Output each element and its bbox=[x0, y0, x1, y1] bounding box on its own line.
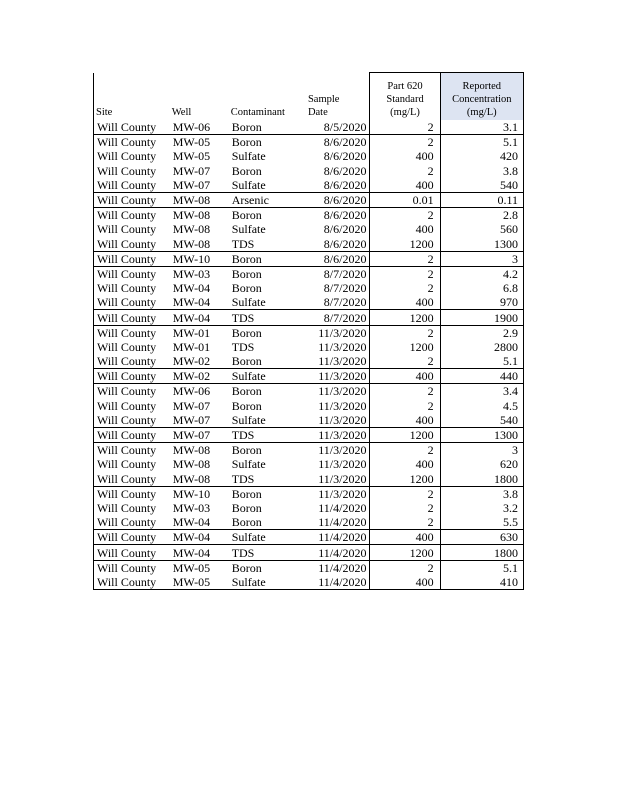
cell-sample-date: 11/4/2020 bbox=[306, 545, 370, 560]
cell-concentration: 6.8 bbox=[440, 281, 523, 295]
cell-standard: 400 bbox=[370, 575, 440, 590]
cell-sample-date: 11/3/2020 bbox=[306, 325, 370, 340]
cell-concentration: 1300 bbox=[440, 237, 523, 252]
cell-contaminant: Sulfate bbox=[229, 530, 306, 545]
cell-sample-date: 8/7/2020 bbox=[323, 295, 367, 310]
header-concentration bbox=[440, 73, 523, 121]
cell-standard: 1200 bbox=[370, 427, 440, 442]
cell-contaminant: Arsenic bbox=[229, 192, 306, 207]
cell-concentration: 620 bbox=[440, 457, 523, 471]
cell-sample-date: 8/7/2020 bbox=[323, 281, 367, 296]
cell-concentration: 3.4 bbox=[440, 384, 523, 399]
cell-standard: 2 bbox=[370, 399, 440, 413]
cell-contaminant: Boron bbox=[229, 560, 306, 575]
cell-contaminant: Boron bbox=[231, 163, 262, 178]
cell-well: MW-06 bbox=[170, 384, 229, 399]
cell-contaminant: TDS bbox=[231, 236, 255, 251]
table-row bbox=[94, 340, 524, 354]
cell-sample-date: 11/3/2020 bbox=[318, 354, 367, 369]
cell-well: MW-03 bbox=[172, 500, 211, 515]
cell-sample-date: 11/3/2020 bbox=[306, 486, 370, 501]
cell-concentration: 1800 bbox=[440, 545, 523, 560]
cell-standard: 2 bbox=[370, 325, 440, 340]
table-row bbox=[94, 295, 524, 310]
cell-standard: 2 bbox=[370, 135, 440, 150]
cell-standard: 2 bbox=[370, 266, 440, 281]
cell-well: MW-07 bbox=[172, 177, 211, 192]
cell-well: MW-07 bbox=[172, 412, 211, 427]
cell-well: MW-02 bbox=[170, 369, 229, 384]
table-row bbox=[94, 545, 524, 560]
cell-site: Will County bbox=[94, 222, 170, 236]
cell-well: MW-08 bbox=[172, 457, 211, 472]
table-row bbox=[94, 120, 524, 135]
table-row bbox=[94, 413, 524, 428]
cell-contaminant: Sulfate bbox=[231, 412, 266, 427]
cell-well: MW-10 bbox=[170, 251, 229, 266]
cell-standard: 400 bbox=[370, 222, 440, 236]
cell-contaminant: TDS bbox=[231, 471, 255, 486]
cell-sample-date: 8/7/2020 bbox=[306, 310, 370, 325]
cell-contaminant: Boron bbox=[229, 384, 306, 399]
cell-sample-date: 11/3/2020 bbox=[318, 471, 367, 486]
cell-concentration: 630 bbox=[440, 530, 523, 545]
table-row bbox=[94, 310, 524, 325]
cell-concentration: 5.1 bbox=[440, 354, 523, 369]
cell-sample-date: 11/3/2020 bbox=[306, 443, 370, 458]
cell-site: Will County bbox=[94, 164, 170, 178]
cell-sample-date: 11/3/2020 bbox=[318, 339, 367, 354]
cell-well: MW-07 bbox=[172, 398, 211, 413]
cell-contaminant: Boron bbox=[229, 266, 306, 281]
cell-site: Will County bbox=[94, 575, 170, 590]
header-sample-date-line2: Date bbox=[307, 107, 328, 118]
header-concentration-line2: Concentration bbox=[452, 94, 512, 105]
table-row bbox=[94, 266, 524, 281]
cell-well: MW-05 bbox=[172, 149, 211, 164]
cell-site: Will County bbox=[94, 237, 170, 252]
cell-site: Will County bbox=[94, 178, 170, 193]
header-standard-line2: Standard bbox=[386, 94, 424, 105]
cell-contaminant: Sulfate bbox=[229, 369, 306, 384]
cell-site: Will County bbox=[94, 325, 170, 340]
cell-standard: 2 bbox=[370, 281, 440, 295]
cell-concentration: 3.2 bbox=[440, 501, 523, 515]
header-sample-date-line1: Sample bbox=[307, 94, 340, 105]
cell-site: Will County bbox=[94, 472, 170, 487]
cell-site: Will County bbox=[94, 354, 170, 369]
cell-sample-date: 8/6/2020 bbox=[323, 236, 367, 251]
cell-concentration: 1800 bbox=[440, 472, 523, 487]
cell-contaminant: TDS bbox=[229, 545, 306, 560]
table-row bbox=[94, 281, 524, 295]
cell-concentration: 2800 bbox=[440, 340, 523, 354]
cell-concentration: 410 bbox=[440, 575, 523, 590]
header-sample-date bbox=[306, 73, 370, 121]
cell-sample-date: 11/3/2020 bbox=[318, 398, 367, 413]
cell-standard: 1200 bbox=[370, 310, 440, 325]
cell-site: Will County bbox=[94, 560, 170, 575]
table-row bbox=[94, 222, 524, 236]
table-row bbox=[94, 399, 524, 413]
exceedance-table bbox=[93, 72, 524, 590]
table-row bbox=[94, 208, 524, 223]
header-well: Well bbox=[171, 107, 192, 118]
table-row bbox=[94, 135, 524, 150]
cell-contaminant: Sulfate bbox=[231, 222, 266, 237]
table-row bbox=[94, 427, 524, 442]
cell-site: Will County bbox=[94, 149, 170, 163]
cell-site: Will County bbox=[94, 281, 170, 295]
cell-contaminant: Boron bbox=[229, 135, 306, 150]
table-row bbox=[94, 384, 524, 399]
cell-standard: 2 bbox=[370, 208, 440, 223]
cell-well: MW-10 bbox=[170, 486, 229, 501]
cell-concentration: 0.11 bbox=[440, 192, 523, 207]
cell-concentration: 560 bbox=[440, 222, 523, 236]
header-concentration-line3: (mg/L) bbox=[466, 107, 497, 118]
cell-sample-date: 8/6/2020 bbox=[306, 135, 370, 150]
cell-sample-date: 8/5/2020 bbox=[323, 120, 367, 135]
cell-sample-date: 8/6/2020 bbox=[306, 208, 370, 223]
table-row bbox=[94, 325, 524, 340]
cell-site: Will County bbox=[94, 413, 170, 428]
cell-site: Will County bbox=[94, 457, 170, 471]
cell-standard: 2 bbox=[370, 443, 440, 458]
table-row bbox=[94, 530, 524, 545]
cell-concentration: 5.5 bbox=[440, 515, 523, 530]
header-site: Site bbox=[94, 73, 170, 121]
cell-contaminant: Sulfate bbox=[231, 295, 266, 310]
cell-concentration: 540 bbox=[440, 178, 523, 193]
cell-standard: 2 bbox=[370, 120, 440, 135]
cell-well: MW-04 bbox=[172, 295, 211, 310]
header-standard-line3: (mg/L) bbox=[390, 107, 420, 118]
cell-contaminant: Boron bbox=[231, 515, 262, 530]
cell-well: MW-05 bbox=[170, 135, 229, 150]
cell-sample-date: 11/3/2020 bbox=[318, 457, 367, 472]
cell-site: Will County bbox=[94, 545, 170, 560]
cell-contaminant: Boron bbox=[229, 251, 306, 266]
cell-well: MW-07 bbox=[170, 427, 229, 442]
cell-standard: 2 bbox=[370, 164, 440, 178]
cell-concentration: 540 bbox=[440, 413, 523, 428]
cell-contaminant: Sulfate bbox=[229, 575, 306, 590]
cell-standard: 400 bbox=[370, 413, 440, 428]
cell-site: Will County bbox=[94, 135, 170, 150]
cell-sample-date: 11/3/2020 bbox=[306, 427, 370, 442]
table-row bbox=[94, 501, 524, 515]
cell-concentration: 3 bbox=[440, 443, 523, 458]
cell-well: MW-03 bbox=[170, 266, 229, 281]
table-row bbox=[94, 192, 524, 207]
cell-standard: 1200 bbox=[370, 237, 440, 252]
cell-sample-date: 8/6/2020 bbox=[306, 251, 370, 266]
cell-sample-date: 8/6/2020 bbox=[323, 149, 367, 164]
cell-standard: 1200 bbox=[370, 472, 440, 487]
cell-sample-date: 8/6/2020 bbox=[323, 163, 367, 178]
cell-contaminant: Boron bbox=[231, 398, 262, 413]
cell-site: Will County bbox=[94, 310, 170, 325]
cell-contaminant: Sulfate bbox=[231, 177, 266, 192]
cell-well: MW-01 bbox=[172, 339, 211, 354]
cell-concentration: 5.1 bbox=[440, 560, 523, 575]
cell-standard: 2 bbox=[370, 560, 440, 575]
cell-concentration: 3 bbox=[440, 251, 523, 266]
cell-standard: 400 bbox=[370, 295, 440, 310]
cell-well: MW-07 bbox=[172, 163, 211, 178]
cell-contaminant: Boron bbox=[231, 120, 262, 135]
table-row bbox=[94, 149, 524, 163]
cell-well: MW-04 bbox=[170, 530, 229, 545]
cell-well: MW-08 bbox=[170, 208, 229, 223]
cell-contaminant: Boron bbox=[229, 208, 306, 223]
table-row bbox=[94, 164, 524, 178]
table-row bbox=[94, 457, 524, 471]
cell-standard: 2 bbox=[370, 501, 440, 515]
cell-contaminant: TDS bbox=[229, 310, 306, 325]
cell-sample-date: 11/4/2020 bbox=[306, 575, 370, 590]
table-row bbox=[94, 369, 524, 384]
table-row bbox=[94, 486, 524, 501]
cell-well: MW-08 bbox=[172, 471, 211, 486]
data-sheet bbox=[93, 72, 524, 590]
cell-concentration: 3.8 bbox=[440, 486, 523, 501]
cell-standard: 2 bbox=[370, 384, 440, 399]
cell-site: Will County bbox=[94, 340, 170, 354]
cell-well: MW-04 bbox=[172, 281, 211, 296]
table-row bbox=[94, 178, 524, 193]
cell-concentration: 4.2 bbox=[440, 266, 523, 281]
cell-well: MW-08 bbox=[172, 222, 211, 237]
cell-well: MW-08 bbox=[170, 443, 229, 458]
cell-well: MW-04 bbox=[170, 545, 229, 560]
cell-concentration: 1300 bbox=[440, 427, 523, 442]
table-row bbox=[94, 237, 524, 252]
cell-contaminant: Boron bbox=[231, 500, 262, 515]
cell-sample-date: 8/6/2020 bbox=[306, 192, 370, 207]
cell-site: Will County bbox=[94, 515, 170, 530]
cell-standard: 0.01 bbox=[370, 192, 440, 207]
table-row bbox=[94, 560, 524, 575]
cell-sample-date: 8/7/2020 bbox=[306, 266, 370, 281]
cell-concentration: 2.9 bbox=[440, 325, 523, 340]
cell-site: Will County bbox=[94, 251, 170, 266]
cell-concentration: 1900 bbox=[440, 310, 523, 325]
cell-contaminant: TDS bbox=[229, 427, 306, 442]
cell-site: Will County bbox=[94, 443, 170, 458]
cell-well: MW-05 bbox=[170, 560, 229, 575]
cell-contaminant: Boron bbox=[231, 281, 262, 296]
cell-standard: 400 bbox=[370, 178, 440, 193]
cell-standard: 1200 bbox=[370, 545, 440, 560]
cell-sample-date: 11/3/2020 bbox=[318, 412, 367, 427]
cell-site: Will County bbox=[94, 208, 170, 223]
cell-site: Will County bbox=[94, 369, 170, 384]
cell-contaminant: Boron bbox=[231, 354, 262, 369]
cell-well: MW-05 bbox=[170, 575, 229, 590]
cell-site: Will County bbox=[94, 266, 170, 281]
table-body bbox=[94, 120, 524, 590]
cell-sample-date: 8/6/2020 bbox=[323, 177, 367, 192]
cell-well: MW-01 bbox=[170, 325, 229, 340]
cell-concentration: 420 bbox=[440, 149, 523, 163]
cell-site: Will County bbox=[94, 120, 170, 135]
cell-concentration: 4.5 bbox=[440, 399, 523, 413]
cell-concentration: 3.1 bbox=[440, 120, 523, 135]
cell-site: Will County bbox=[94, 192, 170, 207]
table-row bbox=[94, 472, 524, 487]
cell-standard: 400 bbox=[370, 457, 440, 471]
table-row bbox=[94, 515, 524, 530]
cell-contaminant: TDS bbox=[231, 339, 255, 354]
cell-well: MW-04 bbox=[170, 310, 229, 325]
cell-sample-date: 11/4/2020 bbox=[318, 515, 367, 530]
cell-standard: 2 bbox=[370, 486, 440, 501]
cell-contaminant: Boron bbox=[229, 486, 306, 501]
cell-sample-date: 8/6/2020 bbox=[323, 222, 367, 237]
cell-concentration: 2.8 bbox=[440, 208, 523, 223]
cell-sample-date: 11/4/2020 bbox=[318, 500, 367, 515]
cell-site: Will County bbox=[94, 399, 170, 413]
cell-standard: 400 bbox=[370, 530, 440, 545]
cell-concentration: 970 bbox=[440, 295, 523, 310]
table-row bbox=[94, 354, 524, 369]
table-header bbox=[94, 73, 524, 121]
cell-contaminant: Boron bbox=[229, 325, 306, 340]
header-concentration-line1: Reported bbox=[462, 81, 502, 92]
cell-site: Will County bbox=[94, 295, 170, 310]
cell-standard: 2 bbox=[370, 251, 440, 266]
cell-site: Will County bbox=[94, 530, 170, 545]
cell-well: MW-08 bbox=[172, 236, 211, 251]
table-row bbox=[94, 251, 524, 266]
header-standard-line1: Part 620 bbox=[387, 81, 423, 92]
header-standard bbox=[370, 73, 440, 121]
cell-standard: 2 bbox=[370, 354, 440, 369]
table-row bbox=[94, 443, 524, 458]
cell-well: MW-02 bbox=[172, 354, 211, 369]
cell-concentration: 5.1 bbox=[440, 135, 523, 150]
cell-sample-date: 11/3/2020 bbox=[306, 384, 370, 399]
cell-standard: 400 bbox=[370, 369, 440, 384]
cell-site: Will County bbox=[94, 486, 170, 501]
cell-site: Will County bbox=[94, 501, 170, 515]
cell-well: MW-08 bbox=[170, 192, 229, 207]
header-contaminant: Contaminant bbox=[230, 107, 285, 118]
cell-contaminant: Boron bbox=[229, 443, 306, 458]
cell-site: Will County bbox=[94, 384, 170, 399]
cell-contaminant: Sulfate bbox=[231, 457, 266, 472]
cell-concentration: 440 bbox=[440, 369, 523, 384]
cell-standard: 1200 bbox=[370, 340, 440, 354]
cell-contaminant: Sulfate bbox=[231, 149, 266, 164]
cell-sample-date: 11/3/2020 bbox=[306, 369, 370, 384]
cell-concentration: 3.8 bbox=[440, 164, 523, 178]
cell-standard: 400 bbox=[370, 149, 440, 163]
cell-sample-date: 11/4/2020 bbox=[306, 530, 370, 545]
cell-well: MW-04 bbox=[172, 515, 211, 530]
cell-standard: 2 bbox=[370, 515, 440, 530]
cell-site: Will County bbox=[94, 427, 170, 442]
table-row bbox=[94, 575, 524, 590]
cell-sample-date: 11/4/2020 bbox=[306, 560, 370, 575]
cell-well: MW-06 bbox=[172, 120, 211, 135]
